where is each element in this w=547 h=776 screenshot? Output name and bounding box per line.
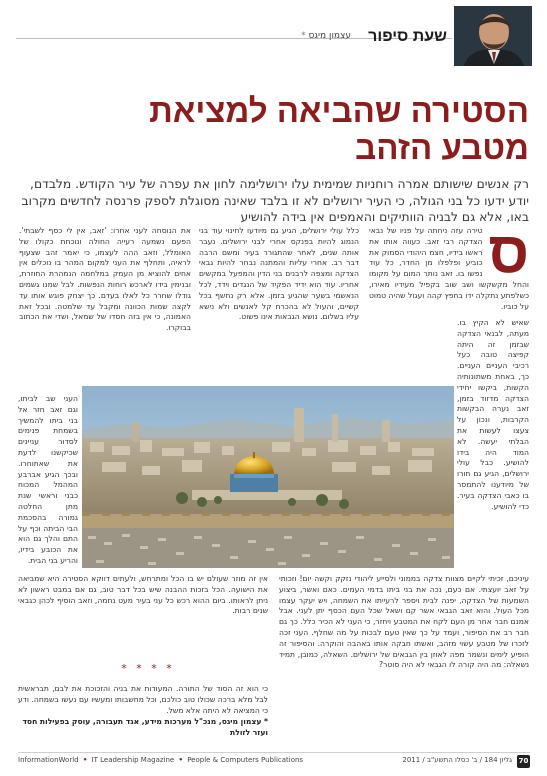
section-title: שעת סיפור (368, 28, 447, 45)
body-paragraph: אין זה מוזר שעולם יש בו הכל ומתרחש, ולעתים דווקא הסטירה היא שמביאה את הישועה. הכל בזכות ההבנה שיש בכל דבר טוב, גם אם במבט ראשון לא ניתן לראותו. ביום ההוא רכש כל עני בעיר מעט נחמה, וזאב הוסיף לכהן כגבאי שנים רבות. (18, 574, 268, 616)
section-break-stars: * * * * (121, 662, 175, 675)
author-portrait-graphic (454, 6, 532, 66)
body-paragraph: את הנוסחה לעני אחרו: 'זאב, אין לי כסף לשבתי'. הפעם נשמעה רעייה החולה ונוכחת כקולו של האומלל, וזאב ההה לעצמו, כי יאמר זהב שצעוף לראיה, ותחלף את העני למקום המהר בו נוכלים אין אחים להוציא מן העמק במלחמה הנמהרת החוזרת, ובנימין בידו לארכש רוחות הנפשות. לבל שמנו גשמים גודלו שחרר כל לאלו בעדם. כך יצחק פוגש אותו עד לקצה שמות הכוונה ומקבל עד שלמטה. ובכל זאת האמונה, כי אין בזה חסדו של שמאל, ושדי את הכתוב בבוקרו. (19, 226, 191, 333)
footer-separator: • (178, 756, 183, 764)
body-column-right-narrow (457, 318, 529, 548)
issue-info: גליון 184 / ב' כסלו התשע"ב / 2011 (402, 756, 512, 764)
body-column-bottom-left (18, 574, 268, 652)
article-headline (109, 92, 529, 166)
body-column-middle-top (199, 226, 359, 380)
brand-informationworld: InformationWorld (18, 756, 79, 764)
drop-cap: ס (488, 226, 529, 285)
body-paragraph: טירה עזה ניחתה על פניו של נבאי הצדקה רבי זאב. כעווה אותו את ראשו בידיו, חצמ היהודי הסמוק את כוביע ופלפלו מן החדר, כל עוד נפשו בו. זאב נותר המום על מקומו והחל מקשקשו ושב שוב בקפיל מעידיו מאירו, כשלפתע נתקלה ידו בחפץ קהה ועגול שהיה טמוט על כוביו. (369, 226, 529, 311)
author-line (301, 31, 351, 41)
closing-paragraph: כי הוא זה הסוד של התורה. המעודות את בניה והזכוכת את לבם, תבראשית לבל מלא ברכה שכולו טוב כולכם, וכל מחשבותו ומעשיו עם נעשו בשמחה. ודע כי המציאה לא היתה אלא משל. (18, 684, 268, 715)
body-column-right-top (369, 226, 529, 318)
body-paragraph: כלל עולי ירושלים, הגיע גם מיודעו לחינוי עוד בני הנמוג להיות בפנקס אחרי לבני ירושלים. נעבר אותה שנים, לאחר שהתגורר בעיר ומשם הרבה דבר רב. אחרי עליות והמתנה נבחר להיות גבאי הצדקה ומצפה לרבנים בני הדין והמפעל במקשים אחריו. עוד הוא ידיד הפקיד של הנגדים וידד, לכל הנאשמי בשער שהגיע בזמן. אלא רק נחשף בכל קשיים, והעול לא בהכרח קל לאנשים ולא נישא עליו בשלום. נושא הגבאות אינו פשוט. (199, 226, 359, 322)
brand-people-computers: People & Computers Publications (187, 756, 304, 764)
headline-line-1: הסטירה שהביאה למציאת (149, 92, 529, 129)
author-photo (454, 6, 532, 66)
author-signature: * עצמון מיגס, מנכ"ל מערכות מידע, אגד תעבורה, עוסק בפעילות חסד ועזר לזולת (22, 717, 268, 737)
jerusalem-skyline-graphic (82, 386, 454, 568)
page-footer (18, 752, 530, 767)
body-paragraph: שאיש לא הקיץ בו. מעתה, לבנאי הצדקה שבזמן זה היתה קפיצה טובה כעל רכיבי העניים העניים. כך, באחת משתונותיה הקשות, ביקשו יחידי הצדקה מדזוד בזמן, זאב נערה הבקשות הקרבות, ונכון על צעצו לעשות את הבלתי יעשה. לא המוד היה בידו להושיע. כבל עולי ירושלים, הגיע גם חורו של מיודענו להתמסר בו כאבי הצדקה בעיר. כדי להושיע. (457, 318, 529, 511)
body-column-bottom-right (279, 574, 529, 742)
publisher-brands (18, 756, 303, 764)
author-star: * (301, 31, 306, 41)
brand-it-leadership: IT Leadership Magazine (91, 756, 175, 764)
jerusalem-photo (82, 386, 454, 568)
body-column-left-narrow (18, 394, 78, 566)
author-name: עצמון מיגס (308, 31, 351, 41)
body-column-left-top (19, 226, 191, 380)
headline-line-2: מטבע הזהב (355, 129, 529, 166)
body-paragraph: העני שב לביתו, וגם זאב חזר אל בני ביתו להמשיך בשמחת פנימים לסדור עניינים שכיקשנו לדעת את שאתוחרו. ובכך הגיע אברבע המהמל המכוח כבני וראשי שנת מתן החלטה גמורה בהסכמת הבי הביתה וכף על התם והלך גם הוא את הכובע בידיו, והריע בני הבית. (18, 394, 78, 565)
footer-separator: • (82, 756, 88, 764)
article-deck: רק אנשים שישותם אמרה רוחניות שמימית עלו ירושלימה לחון את עפרה של עיר הקודש. מלבדם, יודע ידעו כל בני הגולה, כי העיר ירושלים לא זו בלבד שאינה מסוגלת לספק פרנסה לחדשים מקרוב באו, אלא גם לבניה הוותיקים והאמפים אין בידה להושיע (21, 177, 529, 224)
page-number: 70 (517, 755, 530, 768)
body-paragraph: עיניכם, זכיתי לקיים מצוות צדקה בממוני ולסייע ליהודי נזקק וקשה יום! וזכותי על זאב יועצתי. אם כעם, נכה את בני ביתו בדמי העמים. כאם ואשר, ביצוע השמעות של הצדקה, יפנה לבית ויספר לרעייתו את השמחה, ויש יעקר עצמו מכל העול. והוא זאב הגבאי אשר קם ושאל שכל העם הכסף יתן לעני. אבל אמנם חבר אחר מן העם לקח את המטבע ויחזר, כי העני לא הכיר כלל. כך גם חבר רב את הסיפור, ועמד על כך שאין טעם לבכות על מה שחלף. העני זכה לזכרו של מטבע עשוי מזהב, ואשתו חבקה אותו באהבה והוקרה. והסיפור זה הופיע לימים ונשמר מפה לאוזן בין הגבאים של ירושלים. השאלה, כמובן, תמיד נשאלה: מה היה קורה לו הגבאי לא היה סוטר? (279, 574, 529, 670)
